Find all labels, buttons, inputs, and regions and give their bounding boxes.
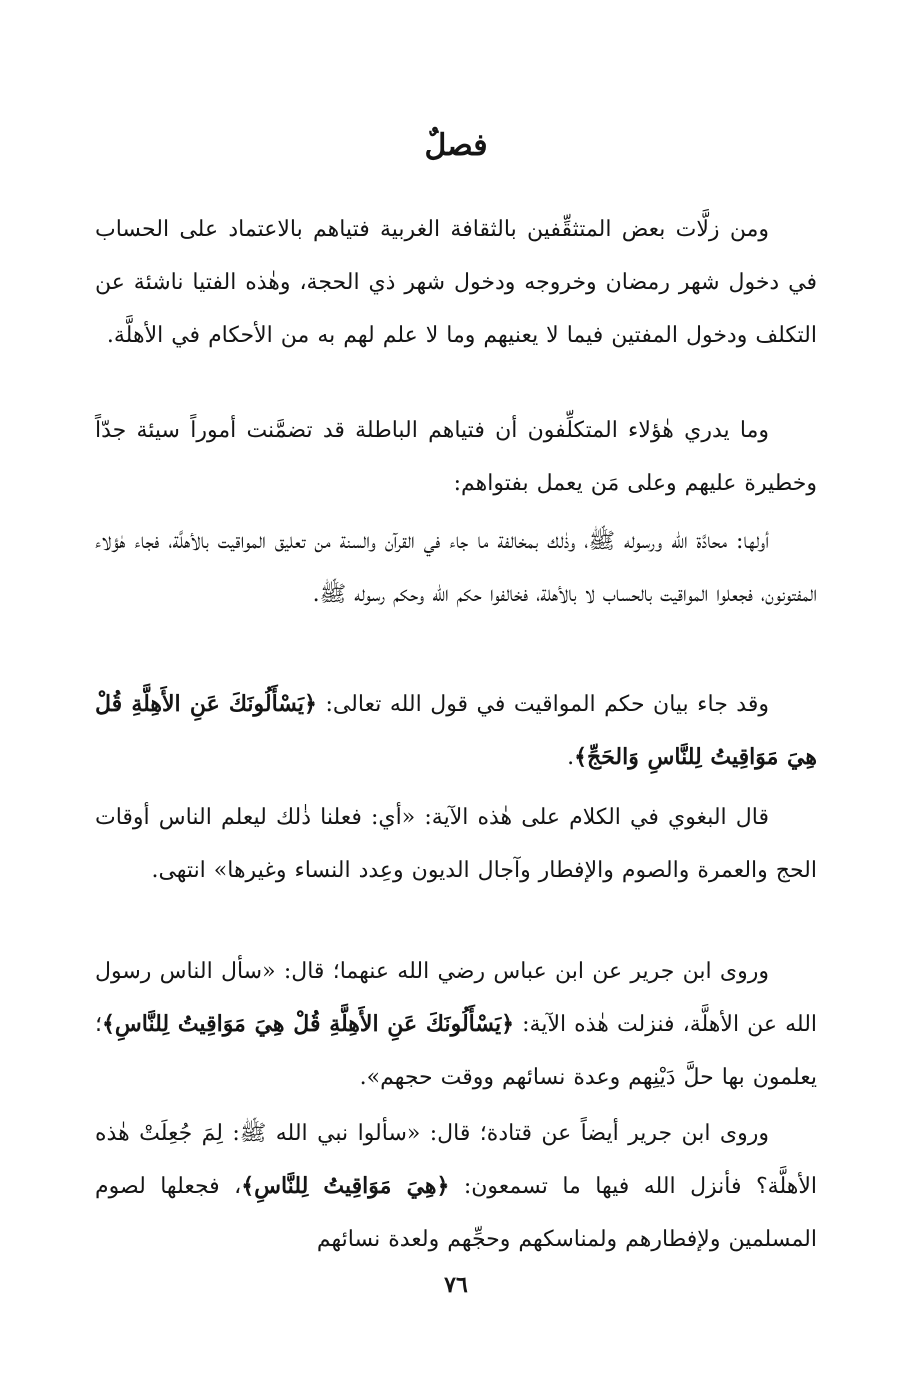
section-title: فصلٌ [424,128,488,163]
paragraph-7-lead: وروى ابن جرير أيضاً عن قتادة؛ قال: «سألوا نبي الله ﷺ: لِمَ جُعِلَتْ هٰذه الأهلَّة؟ فأنزل الله فيها ما تسمعون: [95,1121,817,1199]
paragraph-7-tail: ، فجعلها لصوم المسلمين ولإفطارهم ولمناسكهم وحجِّهم ولعدة نسائهم [95,1174,817,1252]
page-number: ٧٦ [444,1272,468,1298]
paragraph-1: ومن زلَّات بعض المتثقِّفين بالثقافة الغربية فتياهم بالاعتماد على الحساب في دخول شهر رمضان وخروجه ودخول شهر ذي الحجة، وهٰذه الفتيا ناشئة عن التكلف ودخول المفتين فيما لا يعنيهم وما لا علم لهم به من الأحكام في الأهلَّة. [95,217,817,348]
quran-verse-2: ﴿يَسْأَلُونَكَ عَنِ الأَهِلَّةِ قُلْ هِيَ مَوَاقِيتُ لِلنَّاسِ﴾ [102,1011,515,1037]
paragraph-4-tail: . [567,745,575,770]
paragraph-4-lead: وقد جاء بيان حكم المواقيت في قول الله تعالى: [325,692,769,717]
paragraph-2: وما يدري هٰؤلاء المتكلِّفون أن فتياهم الباطلة قد تضمَّنت أموراً سيئة جدّاً وخطيرة عليهم وعلى مَن يعمل بفتواهم: [95,418,817,496]
paragraph-7 [95,1107,817,1266]
paragraph-4 [95,678,817,784]
paragraph-6-lead: وروى ابن جرير عن ابن عباس رضي الله عنهما؛ قال: «سأل الناس رسول الله عن الأهلَّة، فنزلت هٰذه الآية: [95,959,818,1037]
paragraph-5: قال البغوي في الكلام على هٰذه الآية: «أي: فعلنا ذٰلك ليعلم الناس أوقات الحج والعمرة والصوم والإفطار وآجال الديون وعِدد النساء وغيرها» انتهى. [95,805,817,883]
book-page [95,0,817,1381]
paragraph-3: أولها: محادَّة الله ورسوله ﷺ، وذٰلك بمخالفة ما جاء في القرآن والسنة من تعليق المواقيت بالأهلَّة، فجاء هٰؤلاء المفتونون، فجعلوا المواقيت بالحساب لا بالأهلة، فخالفوا حكم الله وحكم رسوله ﷺ. [95,529,817,607]
paragraph-6 [95,945,817,1104]
quran-verse-3: ﴿هِيَ مَوَاقِيتُ لِلنَّاسِ﴾ [241,1173,450,1199]
paragraph-6-tail: ؛ يعلمون بها حلَّ دَيْنِهم وعدة نسائهم ووقت حجهم». [95,1012,817,1090]
quran-verse-1: ﴿يَسْأَلُونَكَ عَنِ الأَهِلَّةِ قُلْ هِيَ مَوَاقِيتُ لِلنَّاسِ وَالحَجِّ﴾ [95,691,817,770]
